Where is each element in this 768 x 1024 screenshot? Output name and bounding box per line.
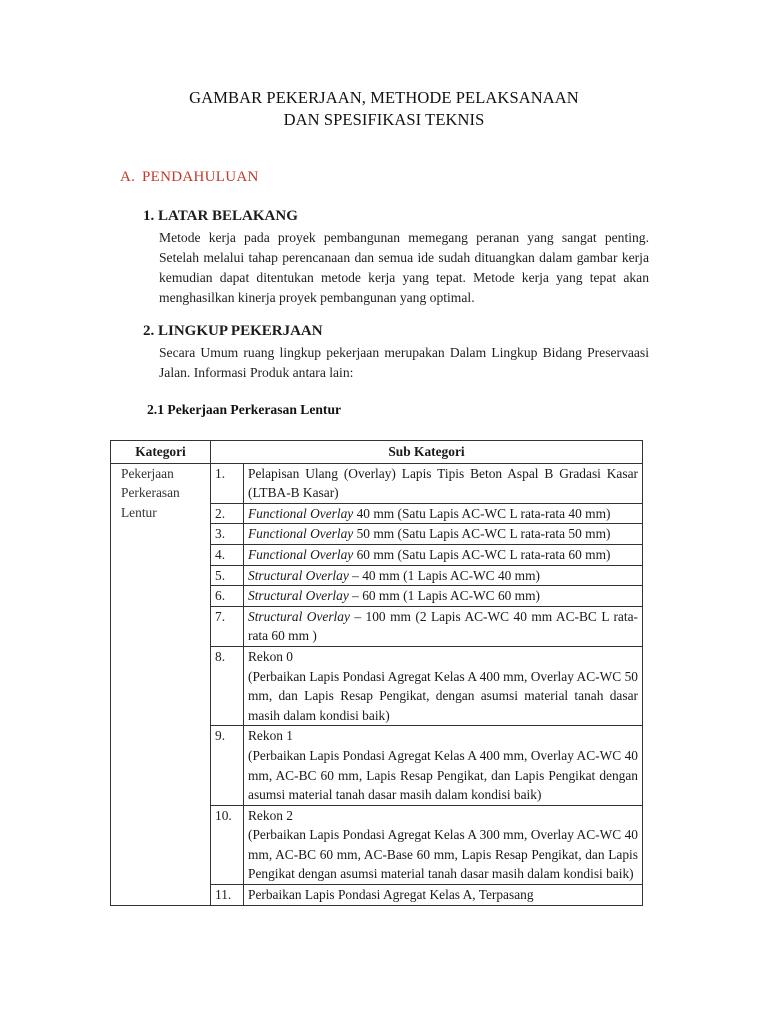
row-number: 1. (211, 463, 244, 503)
kategori-cell: Pekerjaan Perkerasan Lentur (111, 463, 211, 905)
row-number: 8. (211, 646, 244, 725)
row-number: 10. (211, 805, 244, 884)
row-description (244, 606, 643, 646)
latar-belakang-paragraph: Metode kerja pada proyek pembangunan memegang peranan yang sangat penting. Setelah melalui tahap perencanaan dan semua ide sudah dituangkan dalam gambar kerja kemudian dapat ditentukan metode kerja yang tepat. Metode kerja yang tepat akan menghasilkan kinerja proyek pembangunan yang optimal. (159, 230, 649, 305)
row-number: 3. (211, 524, 244, 545)
row-description (244, 885, 643, 906)
row-title: Rekon 1 (248, 728, 294, 744)
row-italic-term: Structural Overlay (248, 588, 349, 604)
row-number: 4. (211, 544, 244, 565)
spec-table (110, 440, 643, 906)
section-a-label: PENDAHULUAN (142, 169, 259, 185)
document-title (0, 87, 768, 131)
row-number: 6. (211, 586, 244, 607)
row-text: – 100 mm (2 Lapis AC-WC 40 mm AC-BC L rata-rata 60 mm ) (248, 608, 638, 644)
row-description (244, 726, 643, 805)
header-sub-kategori: Sub Kategori (211, 441, 643, 464)
lingkup-pekerjaan-paragraph: Secara Umum ruang lingkup pekerjaan merupakan Dalam Lingkup Bidang Preservaasi Jalan. Informasi Produk antara lain: (159, 345, 649, 380)
row-text: (Perbaikan Lapis Pondasi Agregat Kelas A 400 mm, Overlay AC-WC 40 mm, AC-BC 60 mm, Lapis Resap Pengikat, dan Lapis Pengikat dengan asumsi material tanah dasar masih dalam kondisi baik) (248, 747, 638, 803)
row-description (244, 805, 643, 884)
row-italic-term: Functional Overlay (248, 505, 354, 521)
row-text: 50 mm (Satu Lapis AC-WC L rata-rata 50 mm) (353, 526, 611, 542)
row-description (244, 503, 643, 524)
row-italic-term: Structural Overlay (248, 567, 349, 583)
title-line-2: DAN SPESIFIKASI TEKNIS (283, 110, 485, 129)
row-italic-term: Functional Overlay (248, 546, 354, 562)
row-number: 11. (211, 885, 244, 906)
row-text: Pelapisan Ulang (Overlay) Lapis Tipis Beton Aspal B Gradasi Kasar (LTBA-B Kasar) (248, 465, 638, 501)
row-number: 7. (211, 606, 244, 646)
row-number: 5. (211, 565, 244, 586)
row-description (244, 524, 643, 545)
section-a-heading (120, 169, 259, 186)
row-description (244, 544, 643, 565)
title-line-1: GAMBAR PEKERJAAN, METHODE PELAKSANAAN (189, 88, 579, 107)
row-italic-term: Structural Overlay (248, 608, 350, 624)
table-body (111, 463, 643, 905)
header-kategori: Kategori (111, 441, 211, 464)
row-number: 9. (211, 726, 244, 805)
row-text: (Perbaikan Lapis Pondasi Agregat Kelas A 300 mm, Overlay AC-WC 40 mm, AC-BC 60 mm, AC-Base 60 mm, Lapis Resap Pengikat, dan Lapis Pengikat dengan asumsi material tanah dasar masih dalam kondisi baik) (248, 827, 638, 882)
row-text: Perbaikan Lapis Pondasi Agregat Kelas A, Terpasang (248, 887, 534, 903)
table-header-row (111, 441, 643, 464)
row-title: Rekon 2 (248, 807, 294, 823)
row-description (244, 586, 643, 607)
row-text: 60 mm (Satu Lapis AC-WC L rata-rata 60 mm) (353, 546, 611, 562)
subsection-heading: 2.1 Pekerjaan Perkerasan Lentur (147, 402, 342, 417)
row-description (244, 565, 643, 586)
row-description (244, 463, 643, 503)
section-a-number: A. (120, 169, 136, 185)
row-italic-term: Functional Overlay (248, 526, 354, 542)
row-title: Rekon 0 (248, 648, 294, 664)
row-text: 40 mm (Satu Lapis AC-WC L rata-rata 40 mm) (353, 505, 611, 521)
table-row (111, 463, 643, 503)
row-number: 2. (211, 503, 244, 524)
row-text: (Perbaikan Lapis Pondasi Agregat Kelas A 400 mm, Overlay AC-WC 50 mm, dan Lapis Resap Pengikat, dengan asumsi material tanah dasar masih dalam kondisi baik) (248, 668, 638, 723)
row-text: – 40 mm (1 Lapis AC-WC 40 mm) (348, 567, 540, 583)
lingkup-pekerjaan-heading: 2. LINGKUP PEKERJAAN (143, 323, 323, 339)
latar-belakang-heading: 1. LATAR BELAKANG (143, 208, 298, 224)
row-description (244, 646, 643, 725)
row-text: – 60 mm (1 Lapis AC-WC 60 mm) (348, 588, 540, 604)
